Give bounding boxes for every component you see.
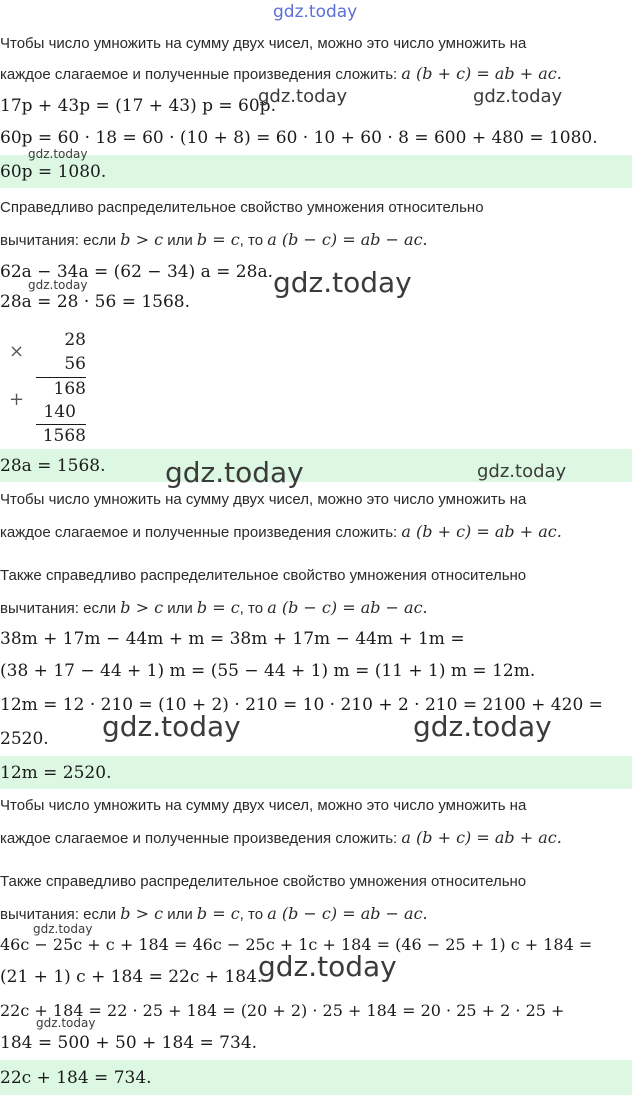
- equation: 184 = 500 + 50 + 184 = 734.: [0, 1033, 258, 1053]
- rule-sum-line1: Чтобы число умножить на сумму двух чисел, можно это число умножить на: [0, 797, 527, 814]
- column-partial1: 168: [36, 377, 86, 400]
- equation: 12m = 12 · 210 = (10 + 2) · 210 = 10 · 210 + 2 · 210 = 2100 + 420 =: [0, 695, 603, 715]
- watermark: gdz.today: [102, 710, 241, 743]
- rule-sum-text: каждое слагаемое и полученные произведения сложить:: [0, 830, 402, 847]
- answer-text: 28a = 1568.: [0, 456, 106, 476]
- rule-sum-text: каждое слагаемое и полученные произведения сложить:: [0, 524, 402, 541]
- rule-diff-or: или: [163, 600, 197, 617]
- answer-text: 22c + 184 = 734.: [0, 1068, 152, 1088]
- rule-diff-prefix: вычитания: если: [0, 600, 121, 617]
- rule-diff-formula: a (b − c) = ab − ac.: [267, 230, 428, 249]
- rule-diff-cond1: b > c: [120, 230, 164, 249]
- rule-sum-formula: a (b + c) = ab + ac.: [401, 828, 562, 847]
- equation: 28a = 28 · 56 = 1568.: [0, 292, 191, 312]
- equation: 46c − 25c + c + 184 = 46c − 25c + 1c + 184 = (46 − 25 + 1) c + 184 =: [0, 935, 593, 954]
- rule-diff-cond2: b = c: [196, 230, 240, 249]
- watermark: gdz.today: [258, 86, 348, 107]
- equation: 60p = 60 · 18 = 60 · (10 + 8) = 60 · 10 + 60 · 8 = 600 + 480 = 1080.: [0, 128, 598, 148]
- watermark: gdz.today: [477, 461, 567, 482]
- column-partial2: 140: [43, 402, 76, 422]
- rule-diff-line2: [0, 598, 428, 619]
- equation: 2520.: [0, 729, 49, 749]
- rule-diff-then: , то: [239, 232, 268, 249]
- rule-diff-then: , то: [239, 906, 268, 923]
- equation: (21 + 1) c + 184 = 22c + 184.: [0, 967, 263, 987]
- rule-diff-then: , то: [239, 600, 268, 617]
- rule-sum-formula: a (b + c) = ab + ac.: [401, 64, 562, 83]
- rule-sum-text: каждое слагаемое и полученные произведения сложить:: [0, 66, 402, 83]
- rule-diff-cond1: b > c: [120, 598, 164, 617]
- watermark: gdz.today: [33, 922, 93, 936]
- equation: 38m + 17m − 44m + m = 38m + 17m − 44m + 1m =: [0, 629, 465, 649]
- rule-diff-line1: Также справедливо распределительное свойство умножения относительно: [0, 873, 527, 890]
- rule-diff-line2: [0, 230, 428, 251]
- rule-diff-line1: Справедливо распределительное свойство умножения относительно: [0, 199, 484, 216]
- watermark: gdz.today: [273, 266, 412, 299]
- watermark: gdz.today: [28, 147, 88, 161]
- rule-diff-cond2: b = c: [196, 598, 240, 617]
- rule-sum-formula: a (b + c) = ab + ac.: [401, 522, 562, 541]
- watermark: gdz.today: [36, 1016, 96, 1030]
- column-multiplier: 56: [64, 354, 86, 374]
- rule-diff-prefix: вычитания: если: [0, 906, 121, 923]
- watermark: gdz.today: [258, 950, 397, 983]
- equation: 22c + 184 = 22 · 25 + 184 = (20 + 2) · 25 + 184 = 20 · 25 + 2 · 25 +: [0, 1001, 565, 1020]
- column-result: 1568: [36, 424, 86, 447]
- rule-diff-or: или: [163, 232, 197, 249]
- watermark: gdz.today: [165, 456, 304, 489]
- rule-diff-cond2: b = c: [196, 904, 240, 923]
- watermark: gdz.today: [473, 86, 563, 107]
- rule-diff-cond1: b > c: [120, 904, 164, 923]
- rule-diff-prefix: вычитания: если: [0, 232, 121, 249]
- rule-sum-line1: Чтобы число умножить на сумму двух чисел, можно это число умножить на: [0, 491, 527, 508]
- times-sign: ×: [9, 341, 25, 362]
- rule-sum-line2: [0, 828, 562, 849]
- rule-sum-line2: [0, 522, 562, 543]
- watermark: gdz.today: [413, 710, 552, 743]
- equation: 17p + 43p = (17 + 43) p = 60p.: [0, 96, 276, 116]
- rule-sum-line1: Чтобы число умножить на сумму двух чисел, можно это число умножить на: [0, 35, 527, 52]
- rule-sum-line2: [0, 64, 562, 85]
- column-multiplicand: 28: [64, 330, 86, 350]
- rule-diff-formula: a (b − c) = ab − ac.: [267, 598, 428, 617]
- plus-sign: +: [9, 389, 25, 410]
- equation: (38 + 17 − 44 + 1) m = (55 − 44 + 1) m = (11 + 1) m = 12m.: [0, 661, 536, 681]
- equation: 62a − 34a = (62 − 34) a = 28a.: [0, 262, 273, 282]
- rule-diff-line1: Также справедливо распределительное свойство умножения относительно: [0, 567, 527, 584]
- rule-diff-formula: a (b − c) = ab − ac.: [267, 904, 428, 923]
- answer-text: 12m = 2520.: [0, 763, 112, 783]
- answer-text: 60p = 1080.: [0, 162, 107, 182]
- watermark: gdz.today: [28, 278, 88, 292]
- watermark-top: gdz.today: [273, 2, 358, 22]
- rule-diff-or: или: [163, 906, 197, 923]
